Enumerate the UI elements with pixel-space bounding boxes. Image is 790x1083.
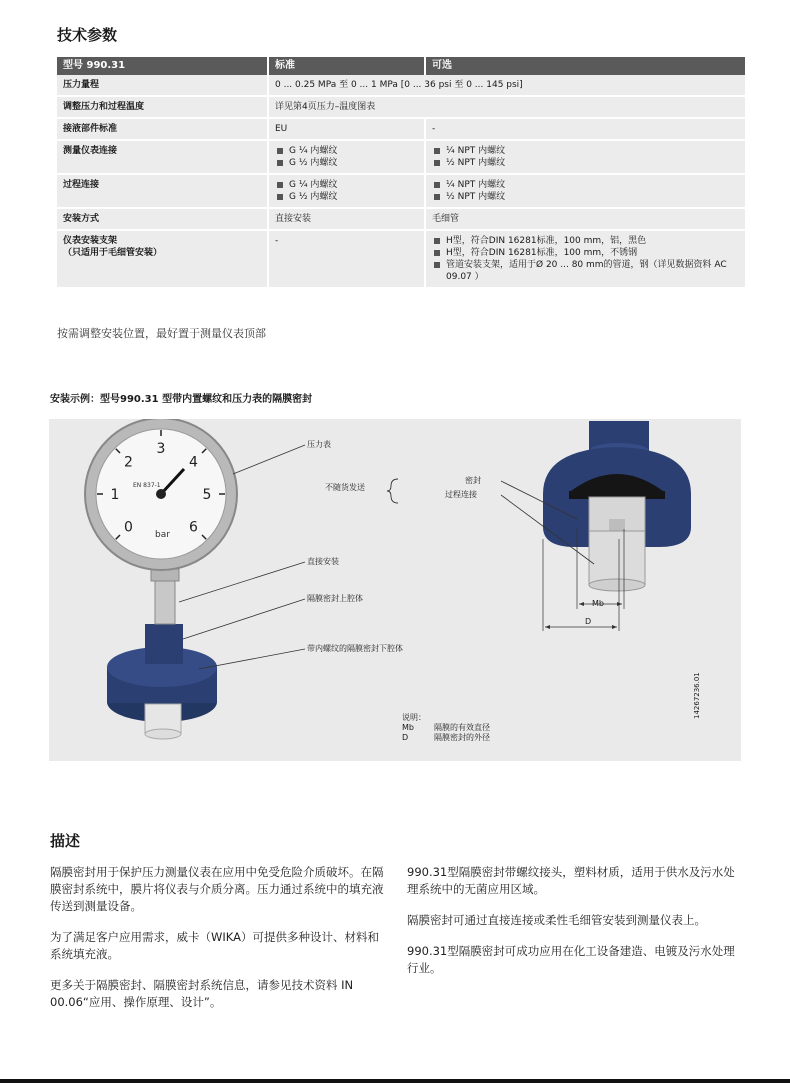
spec-value-cell: [268, 96, 745, 118]
spec-label: 仪表安装支架 （只适用于毛细管安装）: [57, 230, 268, 288]
description-paragraph: 990.31型隔膜密封带螺纹接头，塑料材质，适用于供水及污水处理系统中的无菌应用区域。: [407, 865, 735, 896]
spec-label: 过程连接: [57, 174, 268, 208]
spec-label: 安装方式: [57, 208, 268, 230]
spec-optional-cell: [425, 118, 745, 140]
label-process-connection: 过程连接: [445, 490, 477, 499]
label-seal: 密封: [465, 476, 481, 485]
drawing-number: 14267236.01: [693, 672, 701, 719]
description-paragraph: 更多关于隔膜密封、隔膜密封系统信息，请参见技术资料 IN 00.06“应用、操作原理、设计”。: [50, 978, 354, 1009]
spec-value-cell: [268, 75, 745, 96]
spec-table: [57, 57, 745, 289]
install-diagram: [49, 419, 741, 761]
gauge-tick-label: 0: [124, 519, 133, 536]
gauge-tick-label: 4: [189, 454, 198, 471]
spec-row: [57, 140, 745, 174]
gauge-tick-label: 3: [156, 441, 166, 457]
spec-row: [57, 208, 745, 230]
spec-standard-cell: [268, 208, 425, 230]
legend-row-d: D 隔膜密封的外径: [402, 733, 490, 742]
spec-value: ¼ NPT 内螺纹: [432, 145, 739, 157]
description-paragraph: 隔膜密封用于保护压力测量仪表在应用中免受危险介质破坏。在隔膜密封系统中，膜片将仪表与介质分离。压力通过系统中的填充液传送到测量设备。: [50, 865, 384, 913]
spec-standard-cell: [268, 174, 425, 208]
description-right-column: [407, 864, 742, 991]
spec-standard-cell: [268, 140, 425, 174]
spec-value: ½ NPT 内螺纹: [432, 191, 739, 203]
mounting-note: 按需调整安装位置，最好置于测量仪表顶部: [57, 327, 266, 340]
spec-header-row: [57, 57, 745, 75]
spec-value: ¼ NPT 内螺纹: [432, 179, 739, 191]
section-connection: [589, 531, 645, 585]
spec-value: 0 ... 0.25 MPa 至 0 ... 1 MPa [0 ... 36 psi 至 0 ... 145 psi]: [275, 80, 523, 90]
gauge-brand-text: EN 837-1: [133, 482, 161, 489]
spec-optional-cell: [425, 174, 745, 208]
gauge-tick-label: 2: [124, 454, 133, 471]
install-example-title: 安装示例：型号990.31 型带内置螺纹和压力表的隔膜密封: [50, 394, 313, 405]
gauge-tick-label: 6: [189, 519, 198, 536]
spec-value: G ¼ 内螺纹: [275, 145, 418, 157]
dim-mb: Mb: [592, 599, 604, 608]
spec-body: [57, 75, 745, 288]
spec-label: 压力量程: [57, 75, 268, 96]
spec-value: G ½ 内螺纹: [275, 157, 418, 169]
legend-row-mb: Mb 隔膜的有效直径: [402, 723, 490, 732]
spec-value: G ½ 内螺纹: [275, 191, 418, 203]
upper-body-shape: [145, 624, 183, 664]
spec-value: ½ NPT 内螺纹: [432, 157, 739, 169]
spec-standard-cell: [268, 118, 425, 140]
label-upper-body: 隔膜密封上腔体: [307, 594, 363, 603]
header-model: 型号 990.31: [57, 57, 268, 75]
header-standard: 标准: [268, 57, 425, 75]
description-paragraph: 隔膜密封可通过直接连接或柔性毛细管安装到测量仪表上。: [407, 913, 706, 927]
description-paragraph: 为了满足客户应用需求，威卡（WIKA）可提供多种设计、材料和系统填充液。: [50, 930, 379, 961]
spec-value: 毛细管: [432, 214, 460, 224]
spec-row: [57, 75, 745, 96]
spec-value: 管道安装支架，适用于Ø 20 ... 80 mm的管道，钢（详见数据资料 AC 09.07 ）: [432, 259, 739, 283]
spec-value: -: [275, 236, 279, 246]
spec-value: H型，符合DIN 16281标准，100 mm，铝，黑色: [432, 235, 739, 247]
label-not-supplied: 不随货发送: [325, 483, 365, 492]
spec-row: [57, 174, 745, 208]
spec-value: EU: [275, 124, 288, 134]
spec-value: -: [432, 124, 436, 134]
label-direct-mount: 直接安装: [307, 557, 339, 566]
figure-legend: [402, 713, 490, 743]
label-lower-body: 带内螺纹的隔膜密封下腔体: [307, 644, 403, 653]
gauge-unit-text: bar: [155, 530, 170, 540]
dim-d: D: [585, 617, 592, 626]
spec-label: 接液部件标准: [57, 118, 268, 140]
spec-row: [57, 96, 745, 118]
spec-value: G ¼ 内螺纹: [275, 179, 418, 191]
gauge-tick-label: 1: [110, 487, 120, 503]
spec-label: 测量仪表连接: [57, 140, 268, 174]
spec-value: 详见第4页压力–温度图表: [275, 102, 376, 112]
spec-row: [57, 118, 745, 140]
spec-optional-cell: [425, 208, 745, 230]
spec-optional-cell: [425, 140, 745, 174]
spec-row: [57, 230, 745, 288]
tech-specs-title: 技术参数: [57, 26, 118, 44]
spec-standard-cell: [268, 230, 425, 288]
spec-value: 直接安装: [275, 214, 312, 224]
spec-label: 调整压力和过程温度: [57, 96, 268, 118]
spec-optional-cell: [425, 230, 745, 288]
label-gauge: 压力表: [307, 440, 331, 449]
install-figure: [49, 419, 741, 761]
header-optional: 可选: [425, 57, 745, 75]
description-paragraph: 990.31型隔膜密封可成功应用在化工设备建造、电镀及污水处理行业。: [407, 944, 735, 975]
bottom-rule: [0, 1079, 790, 1083]
spec-value: H型，符合DIN 16281标准，100 mm，不锈钢: [432, 247, 739, 259]
gauge-tick-label: 5: [202, 487, 212, 503]
description-left-column: [50, 864, 385, 1025]
description-title: 描述: [50, 832, 81, 850]
legend-title: 说明：: [402, 713, 426, 722]
